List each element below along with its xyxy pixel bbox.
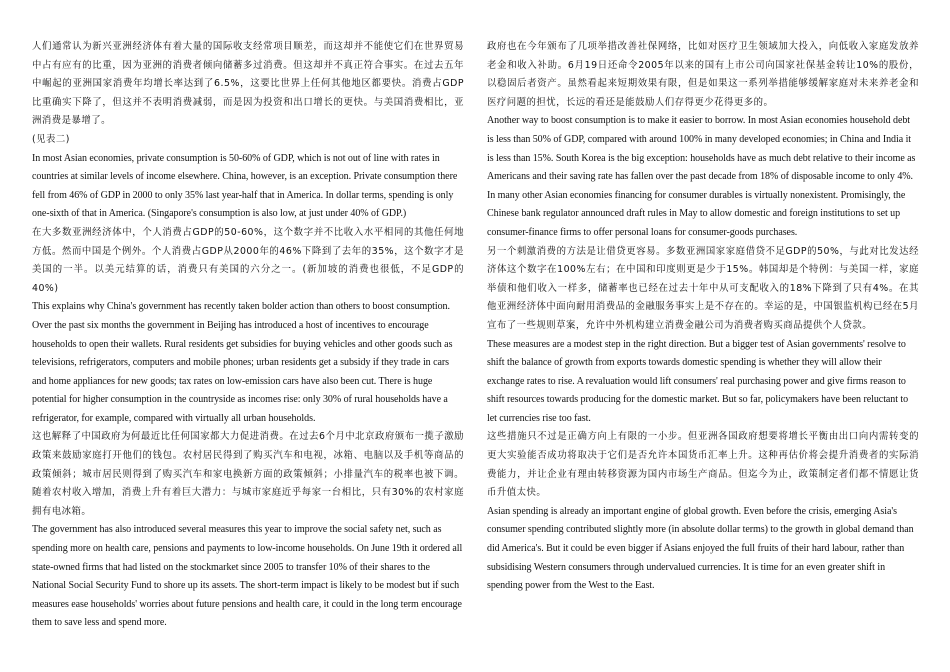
paragraph-en-private-consumption: In most Asian economies, private consumption is 50-60% of GDP, which is not out of line with rates in countries at similar levels of income elsewhere. China, however, is an exception. Private consumption there fell from 46% of GDP in 2000 to only 35% last year-half that in America. In dollar terms, spending is only one-sixth of that in America. (Singapore's consumption is also low, at just under 40% of GDP.) bbox=[32, 152, 458, 220]
paragraph-zh-china-incentives: 这也解释了中国政府为何最近比任何国家都大力促进消费。在过去6个月中北京政府颁布一揽子激励政策来鼓励家庭打开他们的钱包。农村居民得到了购买汽车和电视，冰箱、电脑以及手机等商品的政策倾斜；城市居民则得到了购买汽车和家电换新方面的政策倾斜；小排量汽车的税率也被下调。随着农村收入增加，消费上升有着巨大潜力：与城市家庭近乎每家一台相比，只有30%的农村家庭拥有电冰箱。 bbox=[32, 431, 464, 517]
paragraph-en-exchange-rates: These measures are a modest step in the right direction. But a bigger test of Asian governments' resolve to shift the balance of growth from exports towards domestic spending is whether they will allow their exchange rates to rise. A revaluation would lift consumers' real purchasing power and give firms reason to shift resources towards producing for the domestic market. But so far, policymakers have been reluctant to let currencies rise too fast. bbox=[487, 338, 909, 424]
paragraph-zh-exchange-rates: 这些措施只不过是正确方向上有限的一小步。但亚洲各国政府想要将增长平衡由出口向内需转变的更大实验能否成功将取决于它们是否允许本国货币汇率上升。这种再估价将会提升消费者的实际消费能力，并让企业有理由转移资源为国内市场生产商品。但迄今为止，政策制定者们都不情愿让货币升值太快。 bbox=[487, 431, 919, 499]
paragraph-en-borrowing: Another way to boost consumption is to make it easier to borrow. In most Asian economies household debt is less than 50% of GDP, compared with around 100% in many developed economies; in China and India it is less than 15%. South Korea is the big exception: households have as much debt relative to their income as Americans and their saving rate has fallen over the past decade from 18% of disposable income to only 4%. In many other Asian economies financing for consumer durables is virtually nonexistent. Promisingly, the Chinese bank regulator announced draft rules in May to allow domestic and foreign institutions to set up consumer-finance firms to offer personal loans for consumer-goods purchases. bbox=[487, 115, 916, 238]
right-column bbox=[487, 38, 919, 596]
paragraph-zh-intro: 人们通常认为新兴亚洲经济体有着大量的国际收支经常项目顺差，而这却并不能使它们在世界贸易中占有应有的比重，因为亚洲的消费者倾向储蓄多过消费。但这却并不真正符合事实。在过去五年中崛起的亚洲国家消费年均增长率达到了6.5%，这要比世界上任何其他地区都要快。消费占GDP比重确实下降了，但这并不表明消费减弱，而是因为投资和出口增长的更快。与美国消费相比，亚洲消费是暴增了。 bbox=[32, 41, 464, 127]
paragraph-en-china-incentives: This explains why China's government has recently taken bolder action than others to boost consumption. Over the past six months the government in Beijing has introduced a host of incentives to encourage households to open their wallets. Rural residents get subsidies for buying vehicles and other goods such as televisions, refrigerators, computers and mobile phones; urban residents get a subsidy if they trade in cars and home appliances for new goods; tax rates on low-emission cars have also been cut. There is huge potential for higher consumption in the countryside as incomes rise: only 30% of rural households have a refrigerator, for example, compared with virtually all urban households. bbox=[32, 301, 453, 424]
left-column bbox=[32, 38, 464, 633]
paragraph-en-global-growth: Asian spending is already an important engine of global growth. Even before the crisis, emerging Asia's consumer spending contributed slightly more (in absolute dollar terms) to the growth in global demand than did America's. But it could be even bigger if Asians enjoyed the full fruits of their hard labour, rather than subsidising Western consumers through undervalued currencies. It is time for an even greater shift in spending power from the West to the East. bbox=[487, 505, 914, 592]
paragraph-zh-private-consumption: 在大多数亚洲经济体中，个人消费占GDP的50-60%，这个数字并不比收入水平相同的其他任何地方低。然而中国是个例外。个人消费占GDP从2000年的46%下降到了去年的35%，这个数字才是美国的一半。以美元结算的话，消费只有美国的六分之一。(新加坡的消费也很低，不足GDP的40%) bbox=[32, 226, 464, 294]
table-reference: (见表二) bbox=[32, 133, 70, 145]
paragraph-zh-borrowing: 另一个刺激消费的方法是让借贷更容易。多数亚洲国家家庭借贷不足GDP的50%，与此对比发达经济体这个数字在100%左右；在中国和印度则更是少于15%。韩国却是个特例：与美国一样，家庭举债和他们收入一样多，储蓄率也已经在过去十年中从可支配收入的18%下降到了只有4%。在其他亚洲经济体中面向耐用消费品的金融服务事实上是不存在的。幸运的是，中国银监机构已经在5月宣布了一些规则草案，允许中外机构建立消费金融公司为消费者购买商品提供个人贷款。 bbox=[487, 245, 919, 331]
paragraph-en-social-safety-net: The government has also introduced several measures this year to improve the social safety net, such as spending more on health care, pensions and payments to low-income households. On June 19th it ordered all state-owned firms that had listed on the stockmarket since 2005 to transfer 10% of their shares to the National Social Security Fund to shore up its assets. The short-term impact is likely to be modest but if such measures ease households' worries about future pensions and health care, it could in the long term encourage them to save less and spend more. bbox=[32, 524, 463, 629]
paragraph-zh-social-safety-net: 政府也在今年颁布了几项举措改善社保网络，比如对医疗卫生领域加大投入，向低收入家庭发放养老金和收入补助。6月19日还命令2005年以来的国有上市公司向国家社保基金转让10%的股份，以稳固后者资产。虽然看起来短期效果有限，但是如果这一系列举措能够缓解家庭对未来养老金和医疗问题的担忧，长远的看还是能鼓励人们存得更少花得更多的。 bbox=[487, 41, 919, 108]
